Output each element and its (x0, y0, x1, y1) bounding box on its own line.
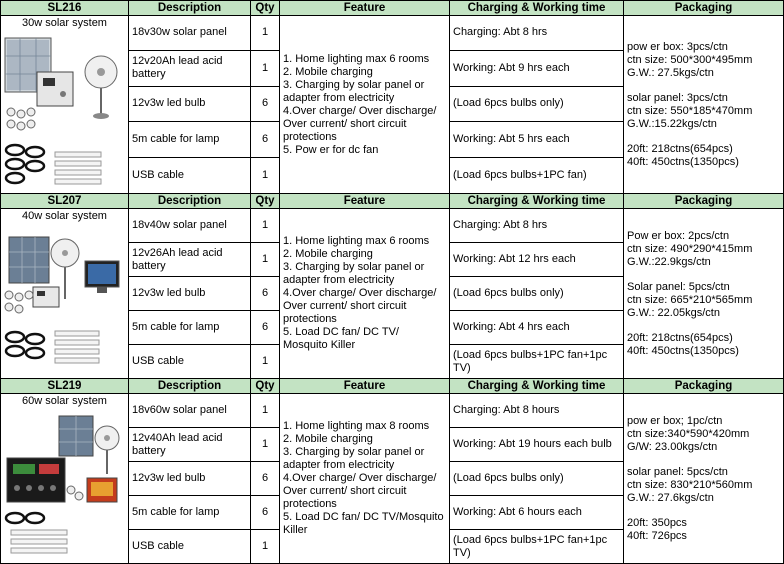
item-description: 5m cable for lamp (129, 311, 251, 345)
feature-item: 1. Home lighting max 6 rooms (283, 52, 430, 65)
packaging-line: 40ft: 450ctns(1350pcs) (627, 155, 739, 168)
header-qty: Qty (251, 379, 280, 394)
item-qty: 1 (251, 209, 280, 243)
item-qty: 6 (251, 462, 280, 496)
item-description: 5m cable for lamp (129, 122, 251, 158)
packaging-info (624, 209, 784, 379)
item-qty: 6 (251, 122, 280, 158)
item-qty: 6 (251, 311, 280, 345)
packaging-gap (627, 80, 780, 92)
charging-working-time: Charging: Abt 8 hours (450, 394, 624, 428)
item-qty: 1 (251, 428, 280, 462)
packaging-line: ctn size:340*590*420mm (627, 427, 750, 440)
packaging-line: solar panel: 3pcs/ctn (627, 91, 728, 104)
system-title: 60w solar system (22, 395, 107, 407)
header-feature: Feature (280, 194, 450, 209)
model-code: SL207 (1, 194, 129, 209)
section-header-row (1, 194, 784, 209)
packaging-line: G/W: 23.00kgs/ctn (627, 440, 718, 453)
feature-item: 4.Over charge/ Over discharge/ Over current/ short circuit protections (283, 104, 437, 143)
item-row (1, 209, 784, 243)
packaging-line: ctn size: 550*185*470mm G.W.:15.22kgs/ctn (627, 104, 753, 130)
feature-item: 3. Charging by solar panel or adapter from electricity (283, 78, 425, 104)
charging-working-time: (Load 6pcs bulbs+1PC fan+1pc TV) (450, 530, 624, 564)
packaging-line: Pow er box: 2pcs/ctn (627, 229, 730, 242)
packaging-gap (627, 131, 780, 143)
packaging-line: 40ft: 450ctns(1350pcs) (627, 344, 739, 357)
feature-item: 1. Home lighting max 6 rooms (283, 235, 430, 247)
packaging-line: ctn size: 490*290*415mm G.W.:22.9kgs/ctn (627, 242, 753, 268)
header-packaging: Packaging (624, 1, 784, 16)
header-qty: Qty (251, 194, 280, 209)
system-picture-cell (1, 394, 129, 564)
feature-item: 5. Pow er for dc fan (283, 143, 379, 156)
packaging-gap (627, 454, 780, 466)
solar-kit-illustration (3, 32, 125, 192)
charging-working-time: (Load 6pcs bulbs only) (450, 462, 624, 496)
header-charging: Charging & Working time (450, 1, 624, 16)
charging-working-time: (Load 6pcs bulbs only) (450, 86, 624, 122)
header-charging: Charging & Working time (450, 194, 624, 209)
feature-item: 3. Charging by solar panel or adapter from electricity (283, 446, 425, 471)
model-code: SL219 (1, 379, 129, 394)
packaging-line: solar panel: 5pcs/ctn (627, 465, 728, 478)
packaging-gap (627, 269, 780, 281)
packaging-line: 20ft: 218ctns(654pcs) (627, 142, 733, 155)
item-description: 12v3w led bulb (129, 462, 251, 496)
system-title: 30w solar system (22, 17, 107, 29)
packaging-gap (627, 505, 780, 517)
item-description: 18v60w solar panel (129, 394, 251, 428)
item-qty: 6 (251, 277, 280, 311)
charging-working-time: (Load 6pcs bulbs+1PC fan+1pc TV) (450, 345, 624, 379)
header-charging: Charging & Working time (450, 379, 624, 394)
feature-item: 4.Over charge/ Over discharge/ Over current/ short circuit protections (283, 287, 437, 325)
packaging-line: ctn size: 500*300*495mm G.W.: 27.5kgs/ctn (627, 53, 753, 79)
section-header-row (1, 1, 784, 16)
item-row (1, 16, 784, 51)
item-description: 12v3w led bulb (129, 86, 251, 122)
item-description: USB cable (129, 530, 251, 564)
packaging-gap (627, 320, 780, 332)
item-qty: 1 (251, 345, 280, 379)
charging-working-time: Working: Abt 19 hours each bulb (450, 428, 624, 462)
model-code: SL216 (1, 1, 129, 16)
item-description: 18v40w solar panel (129, 209, 251, 243)
feature-item: 4.Over charge/ Over discharge/ Over current/ short circuit protections (283, 472, 437, 510)
feature-item: 2. Mobile charging (283, 433, 373, 445)
packaging-line: 20ft: 350pcs (627, 516, 687, 529)
item-qty: 1 (251, 50, 280, 86)
system-title: 40w solar system (22, 210, 107, 222)
item-description: 12v26Ah lead acid battery (129, 243, 251, 277)
header-description: Description (129, 1, 251, 16)
item-description: 18v30w solar panel (129, 16, 251, 51)
packaging-line: ctn size: 665*210*565mm G.W.: 22.05kgs/ctn (627, 293, 753, 319)
item-description: 12v20Ah lead acid battery (129, 50, 251, 86)
charging-working-time: (Load 6pcs bulbs+1PC fan) (450, 158, 624, 194)
item-row (1, 394, 784, 428)
packaging-line: pow er box: 3pcs/ctn (627, 40, 728, 53)
feature-list (280, 209, 450, 379)
packaging-line: ctn size: 830*210*560mm G.W.: 27.6kgs/ctn (627, 478, 753, 504)
system-picture-cell (1, 209, 129, 379)
item-qty: 6 (251, 86, 280, 122)
item-description: 12v40Ah lead acid battery (129, 428, 251, 462)
item-description: 5m cable for lamp (129, 496, 251, 530)
charging-working-time: (Load 6pcs bulbs only) (450, 277, 624, 311)
packaging-line: 20ft: 218ctns(654pcs) (627, 331, 733, 344)
packaging-info (624, 16, 784, 194)
header-feature: Feature (280, 379, 450, 394)
solar-kit-illustration (3, 225, 125, 375)
item-qty: 1 (251, 16, 280, 51)
packaging-line: Solar panel: 5pcs/ctn (627, 280, 730, 293)
item-qty: 1 (251, 243, 280, 277)
charging-working-time: Working: Abt 5 hrs each (450, 122, 624, 158)
feature-list (280, 16, 450, 194)
charging-working-time: Working: Abt 9 hrs each (450, 50, 624, 86)
packaging-info (624, 394, 784, 564)
system-picture-cell (1, 16, 129, 194)
header-packaging: Packaging (624, 379, 784, 394)
header-packaging: Packaging (624, 194, 784, 209)
item-qty: 1 (251, 530, 280, 564)
feature-item: 3. Charging by solar panel or adapter from electricity (283, 261, 425, 286)
packaging-line: 40ft: 726pcs (627, 529, 687, 542)
header-description: Description (129, 379, 251, 394)
header-qty: Qty (251, 1, 280, 16)
packaging-line: pow er box; 1pc/ctn (627, 414, 723, 427)
feature-item: 1. Home lighting max 8 rooms (283, 420, 430, 432)
feature-item: 5. Load DC fan/ DC TV/Mosquito Killer (283, 511, 444, 536)
header-feature: Feature (280, 1, 450, 16)
charging-working-time: Charging: Abt 8 hrs (450, 16, 624, 51)
charging-working-time: Working: Abt 12 hrs each (450, 243, 624, 277)
feature-item: 5. Load DC fan/ DC TV/ Mosquito Killer (283, 326, 399, 351)
item-description: 12v3w led bulb (129, 277, 251, 311)
charging-working-time: Working: Abt 4 hrs each (450, 311, 624, 345)
section-header-row (1, 379, 784, 394)
feature-list (280, 394, 450, 564)
item-description: USB cable (129, 158, 251, 194)
item-qty: 1 (251, 394, 280, 428)
item-qty: 1 (251, 158, 280, 194)
item-description: USB cable (129, 345, 251, 379)
feature-item: 2. Mobile charging (283, 248, 373, 260)
feature-item: 2. Mobile charging (283, 65, 373, 78)
charging-working-time: Working: Abt 6 hours each (450, 496, 624, 530)
charging-working-time: Charging: Abt 8 hrs (450, 209, 624, 243)
solar-kit-illustration (3, 410, 125, 560)
header-description: Description (129, 194, 251, 209)
item-qty: 6 (251, 496, 280, 530)
